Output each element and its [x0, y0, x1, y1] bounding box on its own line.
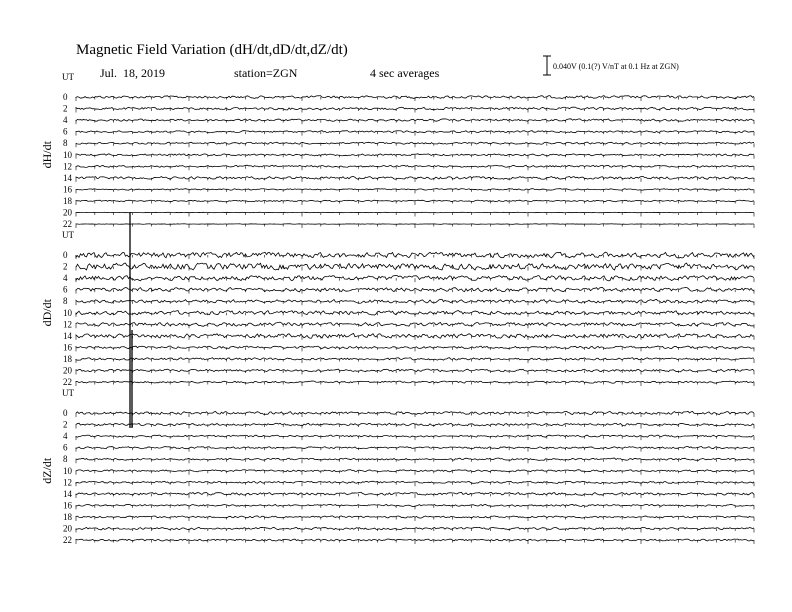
- hour-label: 2: [63, 261, 68, 272]
- hour-label: 12: [63, 161, 72, 172]
- hour-label: 0: [63, 250, 68, 260]
- hour-label: 18: [63, 195, 72, 206]
- hour-label: 22: [63, 535, 72, 546]
- station-label: station=ZGN: [234, 66, 298, 80]
- hour-label: 0: [63, 92, 68, 102]
- hour-label: 22: [63, 219, 72, 230]
- hour-label: 20: [63, 523, 72, 534]
- hour-label: 10: [63, 307, 72, 318]
- hour-label: 8: [63, 138, 68, 149]
- panels-group: [40, 72, 754, 545]
- hour-label: 4: [63, 431, 68, 442]
- hour-label: 18: [63, 511, 72, 522]
- averaging-label: 4 sec averages: [370, 66, 440, 80]
- hour-label: 8: [63, 454, 68, 465]
- panel-dddt: [40, 230, 754, 387]
- hour-label: 0: [63, 408, 68, 418]
- hour-label: 12: [63, 319, 72, 330]
- ut-label: UT: [62, 230, 74, 240]
- panel-ylabel: dH/dt: [40, 141, 54, 169]
- hour-label: 2: [63, 419, 68, 430]
- hour-label: 14: [63, 172, 72, 183]
- hour-label: 22: [63, 377, 72, 388]
- hour-label: 6: [63, 284, 68, 295]
- hour-label: 12: [63, 477, 72, 488]
- hour-label: 10: [63, 149, 72, 160]
- panel-dhdt: [40, 72, 754, 229]
- hour-label: 2: [63, 103, 68, 114]
- hour-label: 6: [63, 126, 68, 137]
- hour-label: 6: [63, 442, 68, 453]
- hour-label: 4: [63, 273, 68, 284]
- hour-label: 14: [63, 330, 72, 341]
- scale-note: 0.040V (0.1(?) V/nT at 0.1 Hz at ZGN): [553, 62, 679, 71]
- hour-label: 14: [63, 488, 72, 499]
- hour-label: 16: [63, 184, 72, 195]
- hour-label: 8: [63, 296, 68, 307]
- chart-title: Magnetic Field Variation (dH/dt,dD/dt,dZ/dt): [76, 42, 348, 58]
- panel-ylabel: dZ/dt: [40, 457, 54, 484]
- hour-label: 16: [63, 342, 72, 353]
- hour-label: 4: [63, 115, 68, 126]
- hour-label: 10: [63, 465, 72, 476]
- ut-label: UT: [62, 72, 74, 82]
- panel-ylabel: dD/dt: [40, 299, 54, 327]
- scale-bar: [543, 56, 551, 75]
- panel-dzdt: [40, 388, 754, 545]
- hour-label: 20: [63, 365, 72, 376]
- spike-trace: [130, 212, 132, 428]
- date-label: Jul. 18, 2019: [100, 66, 166, 80]
- hour-label: 18: [63, 353, 72, 364]
- hour-label: 16: [63, 500, 72, 511]
- ut-label: UT: [62, 388, 74, 398]
- hour-label: 20: [63, 207, 72, 218]
